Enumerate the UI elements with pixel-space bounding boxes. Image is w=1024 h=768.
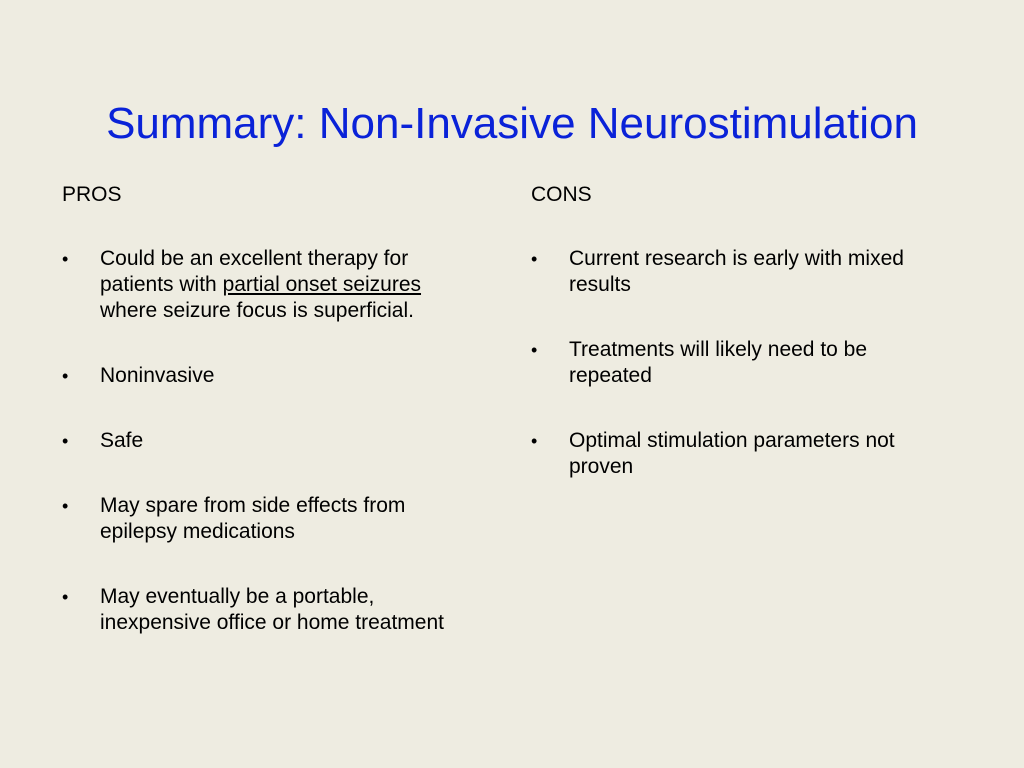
pros-item-1-text-pre: Could be an excellent therapy for patients with bbox=[100, 247, 409, 296]
bullet-icon: • bbox=[62, 431, 69, 451]
bullet-icon: • bbox=[531, 249, 538, 269]
pros-column bbox=[62, 182, 482, 675]
pros-item-3-text: Safe bbox=[100, 429, 144, 452]
pros-item-4 bbox=[62, 493, 482, 545]
bullet-icon: • bbox=[531, 340, 538, 360]
cons-item-2-text: Treatments will likely need to be repeated bbox=[569, 338, 868, 387]
pros-item-5 bbox=[62, 584, 482, 636]
bullet-icon: • bbox=[62, 249, 69, 269]
bullet-icon: • bbox=[531, 431, 538, 451]
bullet-icon: • bbox=[62, 587, 69, 607]
pros-item-2 bbox=[62, 363, 482, 389]
pros-item-4-text: May spare from side effects from epilepsy medications bbox=[100, 494, 406, 543]
cons-item-3 bbox=[531, 428, 951, 480]
slide-title: Summary: Non-Invasive Neurostimulation bbox=[106, 99, 918, 149]
pros-item-1-underlined: partial onset seizures bbox=[222, 273, 422, 296]
pros-item-3 bbox=[62, 428, 482, 454]
cons-item-2 bbox=[531, 337, 951, 389]
cons-column bbox=[531, 182, 951, 519]
pros-list bbox=[62, 246, 482, 636]
pros-heading: PROS bbox=[62, 183, 122, 206]
pros-item-5-text: May eventually be a portable, inexpensive office or home treatment bbox=[100, 585, 444, 634]
cons-item-3-text: Optimal stimulation parameters not proven bbox=[569, 429, 895, 478]
cons-item-1 bbox=[531, 246, 951, 298]
cons-list bbox=[531, 246, 951, 480]
bullet-icon: • bbox=[62, 496, 69, 516]
cons-item-1-text: Current research is early with mixed results bbox=[569, 247, 904, 296]
bullet-icon: • bbox=[62, 366, 69, 386]
cons-heading: CONS bbox=[531, 183, 592, 206]
pros-item-1-text-post: where seizure focus is superficial. bbox=[100, 299, 414, 322]
pros-item-1 bbox=[62, 246, 482, 324]
pros-item-2-text: Noninvasive bbox=[100, 364, 215, 387]
